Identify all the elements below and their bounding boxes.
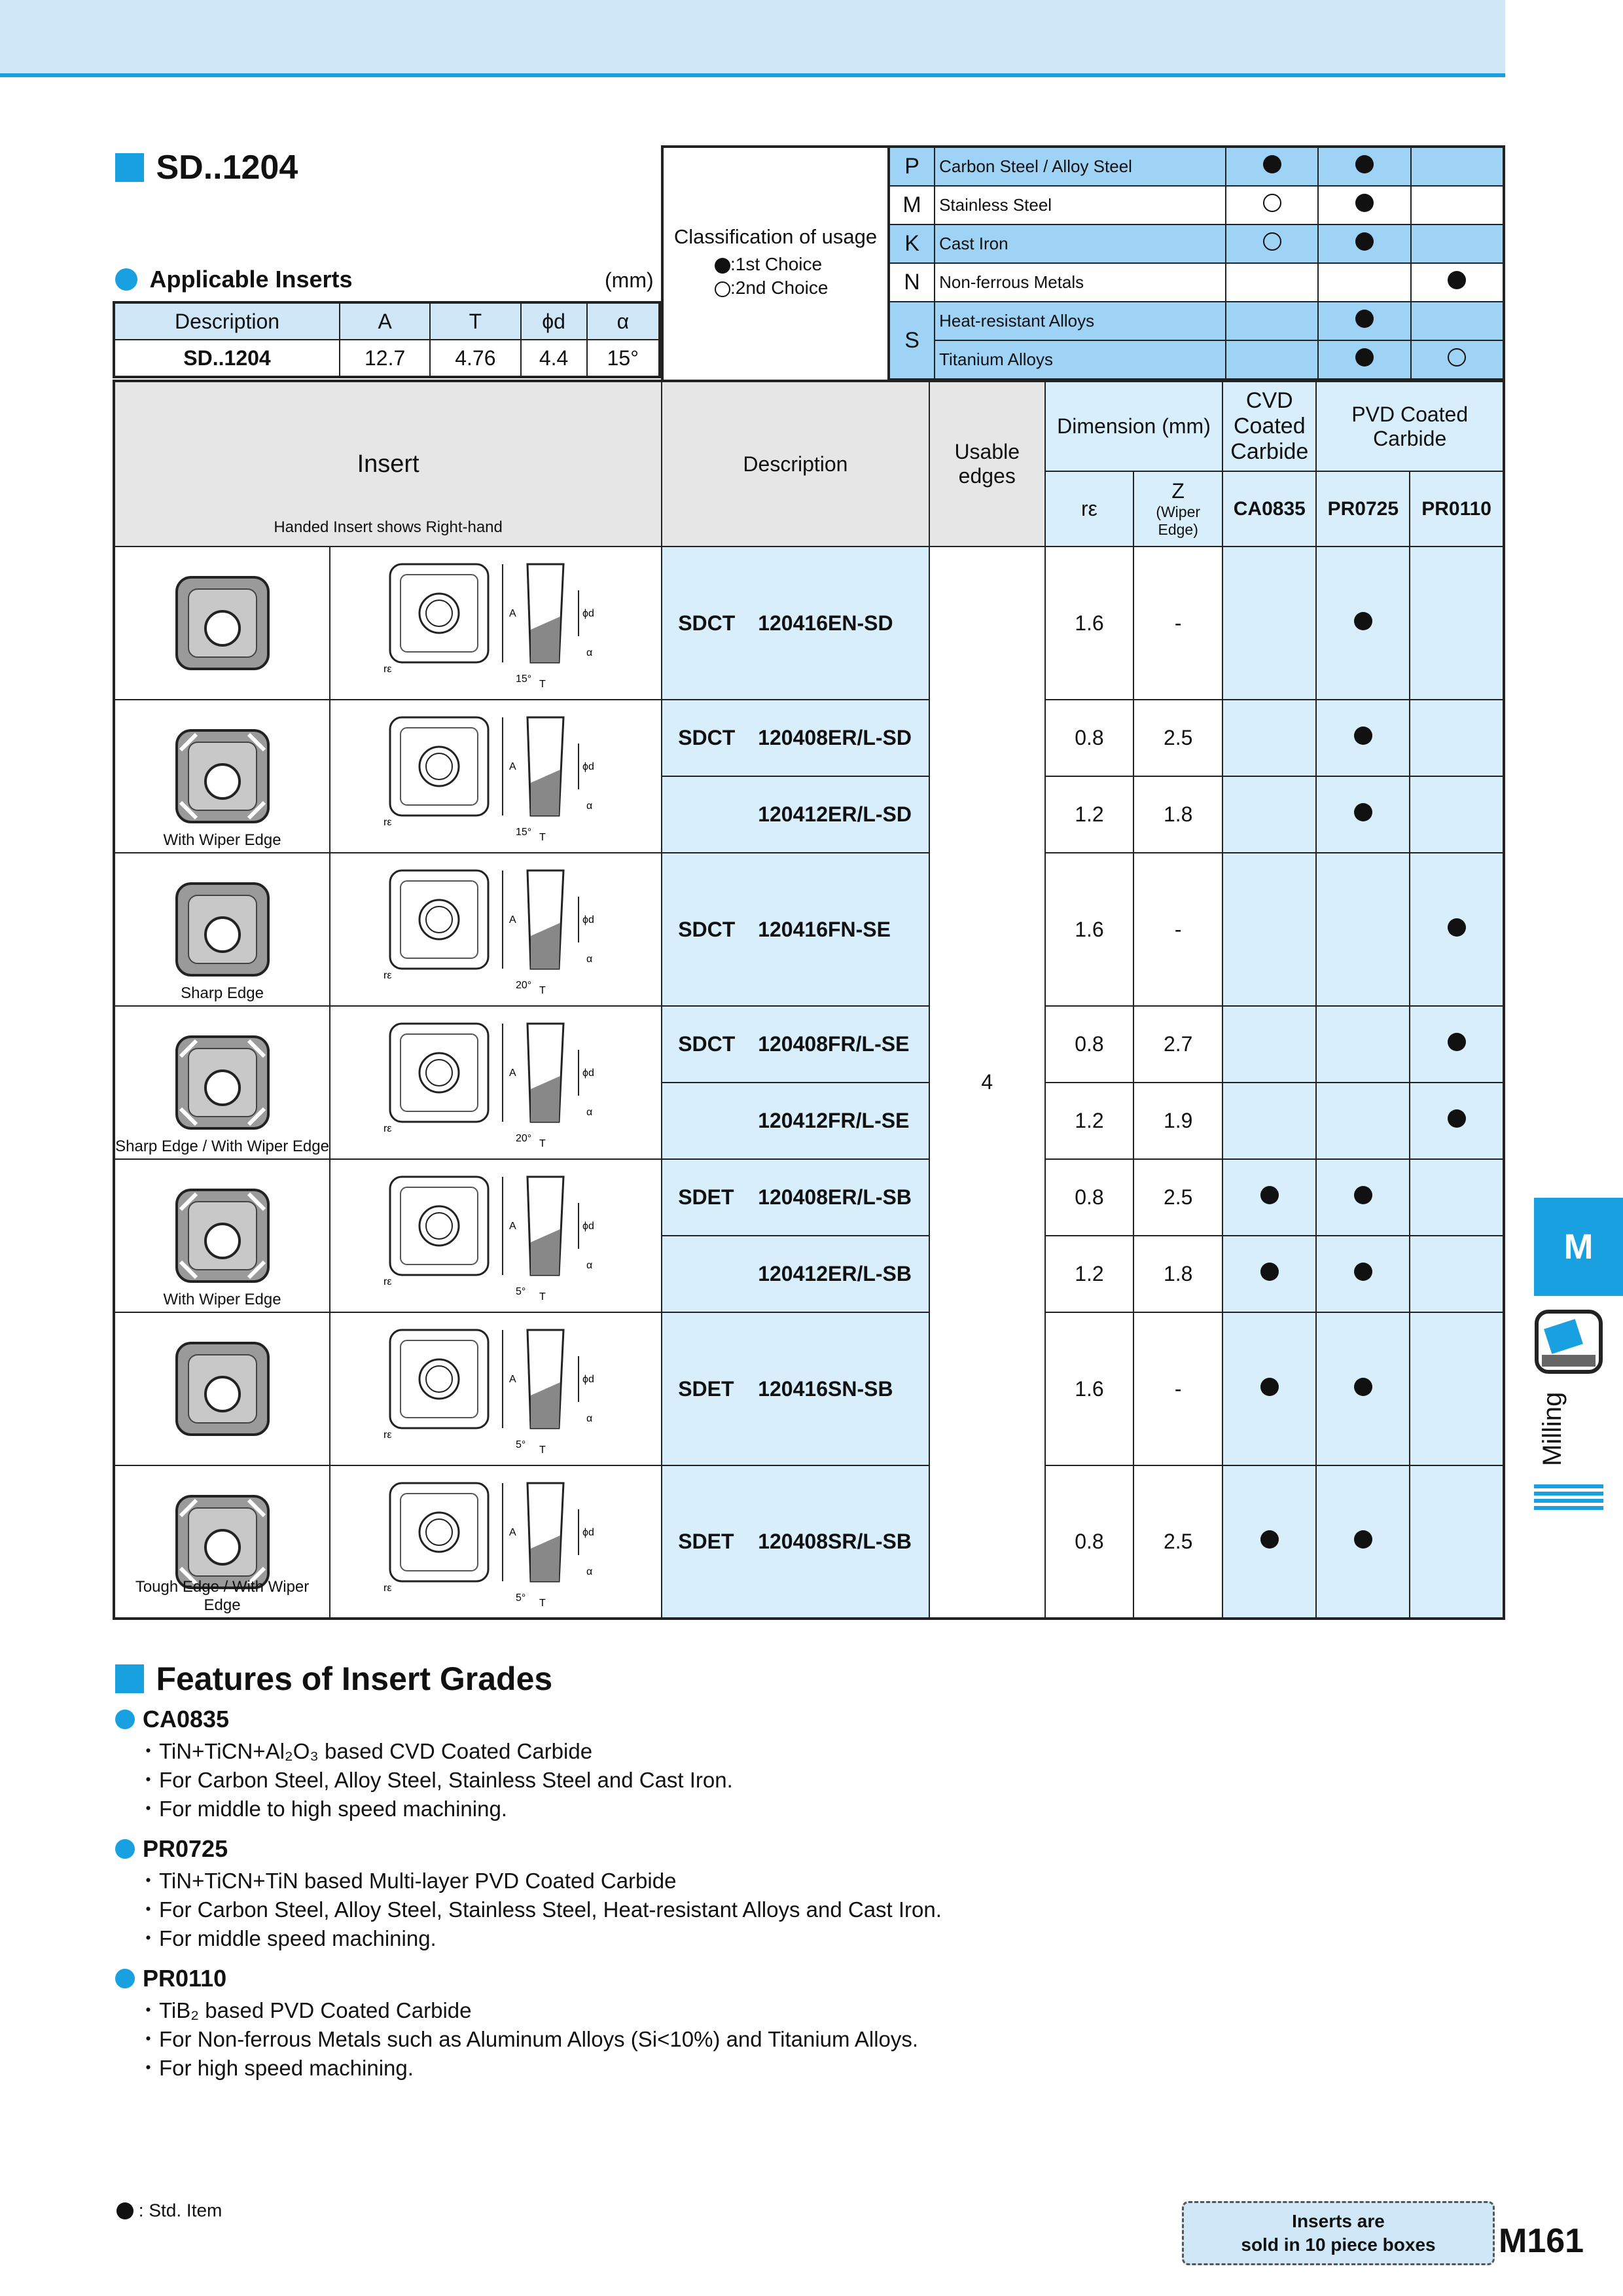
availability-cell [1410,1236,1504,1312]
corner-radius: 1.2 [1045,776,1133,853]
svg-text:ϕd: ϕd [582,608,594,619]
std-item-icon [1354,1530,1372,1549]
insert-drawing-cell [330,1159,662,1312]
cell-description: SD..1204 [114,340,340,377]
insert-drawing-cell [330,1006,662,1159]
std-item-icon [1260,1263,1279,1281]
classification-legend [661,145,887,380]
svg-text:α: α [586,1107,593,1118]
insert-technical-drawing [331,704,613,848]
svg-text:A: A [509,761,516,772]
availability-cell [1222,1083,1316,1159]
svg-text:A: A [509,914,516,925]
z-header [1133,471,1222,547]
page-number: M161 [1499,2222,1584,2260]
insert-row [114,1312,1504,1465]
insert-drawing-cell [330,1465,662,1619]
section-title: SD..1204 [115,148,298,187]
insert-technical-drawing [331,1164,613,1308]
svg-text:ϕd: ϕd [582,1374,594,1385]
open-circle-icon [715,281,730,297]
classification-row [889,340,1504,380]
availability-cell [1410,547,1504,700]
insert-row [114,1006,1504,1083]
usage-mark-cell [1318,147,1410,186]
circle-bullet-icon [115,1710,135,1729]
svg-text:ϕd: ϕd [582,1067,594,1079]
svg-text:α: α [586,647,593,658]
usage-mark-cell [1411,147,1504,186]
grade-heading [115,1706,1228,1733]
availability-cell [1222,1159,1316,1236]
usage-mark-cell [1318,224,1410,263]
usage-mark-cell [1226,263,1318,302]
top-band [0,0,1505,77]
insert-code: 120408ER/L-SB [758,1185,912,1209]
corner-radius: 0.8 [1045,700,1133,776]
availability-cell [1316,1083,1410,1159]
usable-edges-header: Usable edges [929,381,1045,547]
corner-radius: 1.2 [1045,1083,1133,1159]
std-item-icon [1354,1378,1372,1396]
classification-row [889,302,1504,340]
insert-row [114,853,1504,1006]
classification-row [889,263,1504,302]
wiper-length: 1.8 [1133,1236,1222,1312]
square-bullet-icon [115,1664,144,1693]
usage-mark-cell [1318,302,1410,340]
svg-text:ϕd: ϕd [582,914,594,925]
usage-mark-cell [1318,186,1410,224]
usage-mark-cell [1318,340,1410,380]
availability-cell [1222,776,1316,853]
availability-cell [1222,1236,1316,1312]
usage-mark-cell [1411,224,1504,263]
svg-text:A: A [509,1067,516,1079]
usage-mark-cell [1411,340,1504,380]
insert-description [662,1236,929,1312]
filled-circle-icon [1355,194,1374,212]
svg-text:T: T [539,679,546,690]
availability-cell [1316,1236,1410,1312]
usage-mark-cell [1226,186,1318,224]
features-heading: Features of Insert Grades [115,1660,552,1698]
availability-cell [1410,776,1504,853]
wiper-length: 1.8 [1133,776,1222,853]
std-item-icon [1354,1263,1372,1281]
grade-name: PR0110 [143,1965,227,1992]
insert-prefix: SDET [678,1376,734,1401]
insert-photo-cell [114,1465,330,1619]
insert-iso-drawing [157,1017,288,1148]
insert-prefix: SDCT [678,1032,736,1056]
box-note-line1: Inserts are [1292,2211,1385,2231]
availability-cell [1410,853,1504,1006]
square-bullet-icon [115,153,144,182]
svg-text:T: T [539,1138,546,1149]
applicable-table [113,301,661,378]
filled-circle-icon [1355,348,1374,367]
circle-bullet-icon [115,268,137,291]
insert-header [114,381,662,547]
svg-text:α: α [586,1413,593,1424]
svg-text:15°: 15° [516,827,532,838]
std-item-icon [1354,1186,1372,1204]
svg-text:rε: rε [383,1123,392,1134]
insert-iso-drawing [157,558,288,689]
corner-radius: 0.8 [1045,1465,1133,1619]
insert-photo-cell [114,853,330,1006]
svg-text:rε: rε [383,1582,392,1594]
wiper-length: - [1133,1312,1222,1465]
svg-text:ϕd: ϕd [582,1526,594,1538]
corner-radius: 1.6 [1045,853,1133,1006]
availability-cell [1222,700,1316,776]
circle-bullet-icon [115,1969,135,1988]
insert-code: 120416SN-SB [758,1376,893,1401]
usable-edges-value: 4 [929,547,1045,1619]
wiper-length: 2.5 [1133,700,1222,776]
insert-photo-cell [114,1159,330,1312]
box-note-line2: sold in 10 piece boxes [1241,2234,1436,2255]
insert-photo-cell [114,1006,330,1159]
filled-circle-icon [1355,155,1374,173]
insert-technical-drawing [331,1317,613,1461]
description-header: Description [662,381,929,547]
svg-text:T: T [539,832,546,843]
availability-cell [1316,1312,1410,1465]
col-alpha: α [587,302,660,340]
col-t: T [430,302,520,340]
grade-heading [115,1965,1228,1992]
std-item-legend: : Std. Item [116,2199,222,2221]
side-stripes [1534,1484,1603,1510]
svg-text:20°: 20° [516,1133,532,1144]
grade-feature-line: ・TiN+TiCN+Al₂O₃ based CVD Coated Carbide [137,1739,593,1763]
filled-circle-icon [1263,155,1281,173]
svg-text:ϕd: ϕd [582,1221,594,1232]
classification-row [889,224,1504,263]
insert-prefix: SDCT [678,917,736,941]
std-item-icon [1260,1378,1279,1396]
grade-name: CA0835 [143,1706,230,1732]
availability-cell [1410,1312,1504,1465]
std-item-icon [1260,1530,1279,1549]
availability-cell [1222,1312,1316,1465]
insert-description [662,547,929,700]
svg-text:A: A [509,1374,516,1385]
insert-code: 120416FN-SE [758,917,891,941]
grade-name: PR0725 [143,1835,228,1862]
svg-text:A: A [509,1221,516,1232]
insert-iso-drawing [157,711,288,842]
wiper-length: - [1133,853,1222,1006]
iso-letter: S [889,302,935,380]
insert-code: 120408SR/L-SB [758,1530,912,1553]
availability-cell [1316,1159,1410,1236]
availability-cell [1410,700,1504,776]
insert-code: 120412FR/L-SE [758,1109,910,1132]
insert-technical-drawing [331,857,613,1001]
svg-text:rε: rε [383,817,392,828]
svg-text:T: T [539,985,546,996]
svg-text:α: α [586,954,593,965]
iso-letter: M [889,186,935,224]
usage-mark-cell [1226,340,1318,380]
cell-t: 4.76 [430,340,520,377]
col-description: Description [114,302,340,340]
svg-text:rε: rε [383,1276,392,1287]
grade-ca0835: CA0835 [1222,471,1316,547]
insert-technical-drawing [331,1470,613,1614]
grade-feature-line: ・TiB₂ based PVD Coated Carbide [137,1998,472,2022]
re-header: rε [1045,471,1133,547]
insert-prefix: SDET [678,1185,734,1209]
insert-photo-cell [114,547,330,700]
open-circle-icon [1263,194,1281,212]
handed-note: Handed Insert shows Right-hand [274,518,503,536]
grade-feature-line: ・For middle speed machining. [137,1926,437,1950]
svg-text:α: α [586,800,593,812]
iso-letter: N [889,263,935,302]
usage-mark-cell [1318,263,1410,302]
availability-cell [1410,1159,1504,1236]
svg-text:15°: 15° [516,673,532,685]
wiper-length: 2.5 [1133,1465,1222,1619]
material-label: Non-ferrous Metals [935,263,1226,302]
insert-row [114,1465,1504,1619]
availability-cell [1410,1465,1504,1619]
availability-cell [1316,1006,1410,1083]
material-label: Titanium Alloys [935,340,1226,380]
insert-photo-cell [114,1312,330,1465]
usage-mark-cell [1411,186,1504,224]
insert-description [662,1465,929,1619]
insert-code: 120412ER/L-SB [758,1262,912,1285]
col-a: A [340,302,430,340]
std-item-icon [1354,612,1372,630]
wiper-length: 1.9 [1133,1083,1222,1159]
usage-mark-cell [1411,302,1504,340]
std-item-icon [1354,726,1372,745]
svg-text:A: A [509,1526,516,1538]
milling-label: Milling [1538,1391,1567,1466]
availability-cell [1316,700,1410,776]
material-label: Carbon Steel / Alloy Steel [935,147,1226,186]
svg-text:rε: rε [383,970,392,981]
svg-text:ϕd: ϕd [582,761,594,772]
insert-description [662,1159,929,1236]
usage-mark-cell [1226,302,1318,340]
svg-text:5°: 5° [516,1286,526,1297]
usage-mark-cell [1411,263,1504,302]
insert-iso-drawing [157,1170,288,1301]
availability-cell [1222,547,1316,700]
dimension-header: Dimension (mm) [1045,381,1222,471]
svg-text:rε: rε [383,664,392,675]
filled-circle-icon [116,2202,134,2219]
insert-drawing-cell [330,1312,662,1465]
insert-description [662,776,929,853]
corner-radius: 1.2 [1045,1236,1133,1312]
filled-circle-icon [715,258,730,274]
insert-prefix: SDET [678,1530,734,1553]
wiper-length: 2.5 [1133,1159,1222,1236]
svg-text:T: T [539,1597,546,1609]
insert-code: 120408ER/L-SD [758,726,912,749]
classification-title: Classification of usage [673,225,878,248]
std-item-icon [1260,1186,1279,1204]
insert-prefix: SDCT [678,611,736,635]
filled-circle-icon [1448,271,1466,289]
cell-d: 4.4 [521,340,587,377]
pvd-header: PVD Coated Carbide [1316,381,1504,471]
open-circle-icon [1263,232,1281,251]
std-item-icon [1354,803,1372,821]
svg-text:5°: 5° [516,1439,526,1450]
section-tab-m[interactable]: M [1534,1198,1623,1296]
corner-radius: 1.6 [1045,1312,1133,1465]
insert-description [662,1312,929,1465]
classification-row [889,186,1504,224]
grade-feature-line: ・For Carbon Steel, Alloy Steel, Stainless Steel and Cast Iron. [137,1768,733,1792]
availability-cell [1410,1083,1504,1159]
classification-table [887,145,1505,381]
milling-cutter-icon [1533,1309,1605,1374]
availability-cell [1316,1465,1410,1619]
corner-radius: 0.8 [1045,1159,1133,1236]
wiper-length: 2.7 [1133,1006,1222,1083]
insert-description [662,1083,929,1159]
insert-row [114,547,1504,700]
corner-radius: 1.6 [1045,547,1133,700]
insert-table [113,380,1505,1620]
availability-cell [1316,776,1410,853]
corner-radius: 0.8 [1045,1006,1133,1083]
insert-iso-drawing [157,1323,288,1454]
features-list [115,1706,1228,2083]
insert-header-label: Insert [357,450,419,478]
filled-circle-icon [1355,232,1374,251]
svg-text:20°: 20° [516,980,532,991]
availability-cell [1316,547,1410,700]
insert-code: 120408FR/L-SE [758,1032,910,1056]
svg-text:α: α [586,1260,593,1271]
iso-letter: P [889,147,935,186]
insert-description [662,853,929,1006]
insert-description [662,1006,929,1083]
cell-alpha: 15° [587,340,660,377]
grade-feature-line: ・For high speed machining. [137,2056,414,2080]
insert-photo-cell [114,700,330,853]
grade-pr0110: PR0110 [1410,471,1504,547]
wiper-length: - [1133,547,1222,700]
grade-feature-line: ・TiN+TiCN+TiN based Multi-layer PVD Coated Carbide [137,1869,677,1893]
availability-cell [1222,1006,1316,1083]
availability-cell [1222,1465,1316,1619]
insert-row [114,700,1504,776]
unit-label: (mm) [605,268,654,292]
insert-iso-drawing [157,864,288,995]
svg-text:T: T [539,1444,546,1456]
insert-caption: Sharp Edge [181,984,264,1002]
classification-row [889,147,1504,186]
grade-pr0725: PR0725 [1316,471,1410,547]
filled-circle-icon [1355,310,1374,328]
insert-drawing-cell [330,700,662,853]
insert-caption: Sharp Edge / With Wiper Edge [115,1138,329,1155]
insert-prefix: SDCT [678,726,736,749]
legend-first: :1st Choice [664,254,887,275]
insert-technical-drawing [331,551,613,695]
svg-text:α: α [586,1566,593,1577]
material-label: Stainless Steel [935,186,1226,224]
grade-feature-line: ・For Carbon Steel, Alloy Steel, Stainless Steel, Heat-resistant Alloys and Cast Iron. [137,1897,942,1922]
grade-heading [115,1835,1228,1863]
grade-feature-line: ・For middle to high speed machining. [137,1797,507,1821]
open-circle-icon [1448,348,1466,367]
std-item-icon [1448,1033,1466,1051]
insert-description [662,700,929,776]
svg-text:5°: 5° [516,1592,526,1604]
availability-cell [1316,853,1410,1006]
material-label: Cast Iron [935,224,1226,263]
insert-code: 120412ER/L-SD [758,802,912,826]
svg-text:T: T [539,1291,546,1302]
insert-caption: With Wiper Edge [163,831,281,849]
col-d: ϕd [521,302,587,340]
legend-second: :2nd Choice [664,278,887,298]
insert-row [114,1159,1504,1236]
std-item-icon [1448,1109,1466,1128]
availability-cell [1410,1006,1504,1083]
svg-text:A: A [509,608,516,619]
std-item-icon [1448,918,1466,937]
cell-a: 12.7 [340,340,430,377]
insert-code: 120416EN-SD [758,611,893,635]
insert-drawing-cell [330,853,662,1006]
applicable-heading: Applicable Inserts [115,266,353,293]
insert-technical-drawing [331,1011,613,1155]
usage-mark-cell [1226,224,1318,263]
box-note [1182,2201,1495,2265]
circle-bullet-icon [115,1839,135,1859]
insert-caption: With Wiper Edge [163,1291,281,1308]
availability-cell [1222,853,1316,1006]
iso-letter: K [889,224,935,263]
svg-text:rε: rε [383,1429,392,1441]
cvd-header: CVD Coated Carbide [1222,381,1316,471]
insert-caption: Tough Edge / With Wiper Edge [135,1578,310,1614]
material-label: Heat-resistant Alloys [935,302,1226,340]
usage-mark-cell [1226,147,1318,186]
z-sub-label: (Wiper Edge) [1156,503,1201,538]
grade-feature-line: ・For Non-ferrous Metals such as Aluminum Alloys (Si<10%) and Titanium Alloys. [137,2027,919,2051]
insert-drawing-cell [330,547,662,700]
z-label: Z [1171,479,1185,503]
